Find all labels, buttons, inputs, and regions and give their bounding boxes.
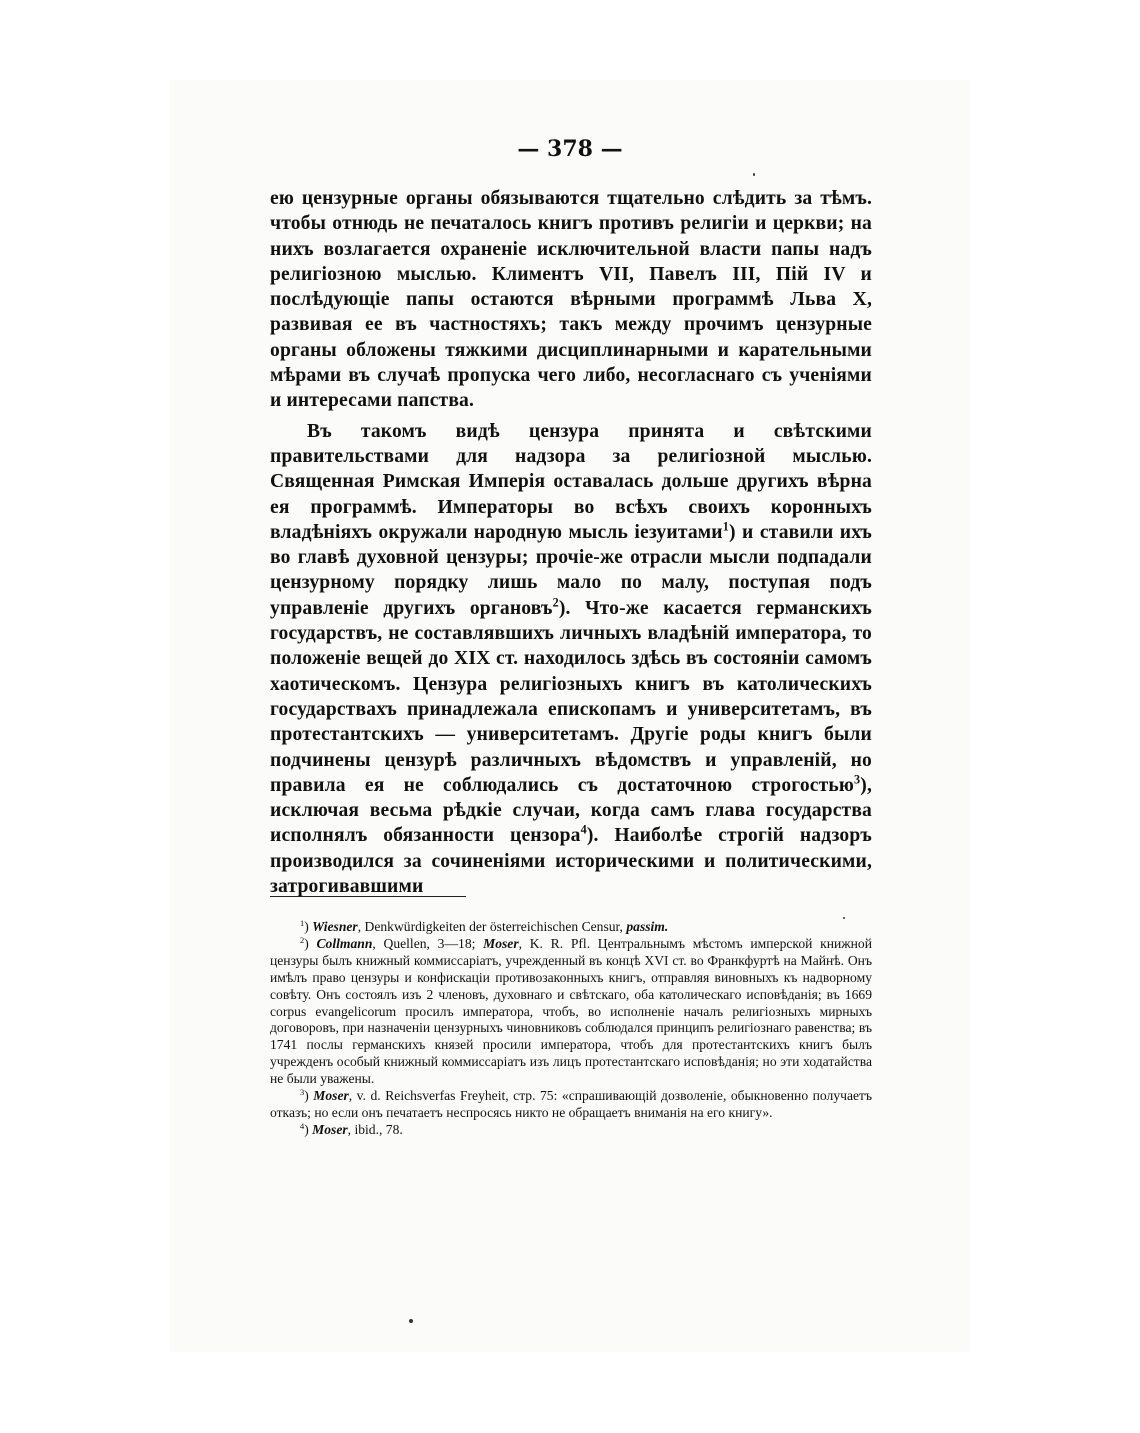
footnote-author-2: Moser [483,935,519,951]
print-speck [843,917,845,919]
paragraph-2 [270,419,872,900]
footnote-ref-1[interactable]: 1 [722,519,729,534]
footnote-marker: 3 [300,1087,305,1098]
footnote-author: Moser [312,1121,348,1137]
footnote-marker: 1 [300,917,305,928]
paragraph-2-part-3: ). Что-же касается германскихъ государствъ, не составлявшихъ личныхъ владѣній императора, то положеніе вещей до XIX ст. находилось здѣсь въ состояніи самомъ хаотическомъ. Цензура религіозныхъ книгъ въ католическихъ государствахъ принадлежала епископамъ и университетамъ, въ протестантскихъ — университетамъ. Другіе роды книгъ были подчинены цензурѣ различныхъ вѣдомствъ и управленій, но правила ея не соблюдались съ достаточною строгостью [270,597,872,796]
footnote-author: Collmann [316,935,373,951]
footnote-text-2: , K. R. Pfl. Центральнымъ мѣстомъ имперской книжной цензуры былъ книжный коммиссаріатъ, учрежденный въ концѣ XVI ст. во Франкфуртѣ на Майнѣ. Онъ имѣлъ право цензуры и конфискаціи противозаконныхъ книгъ, отправляя виновныхъ къ надворному совѣту. Онъ состоялъ изъ 2 членовъ, духовнаго и свѣтскаго, оба католическаго исповѣданія; въ 1669 corpus evangelicorum просилъ императора, чтобъ, во исполненіе началъ религіозныхъ мирныхъ договоровъ, при назначеніи цензурныхъ чиновниковъ соблюдался принципъ религіознаго равенства; въ 1741 послы германскихъ князей просили императора, чтобъ для протестантскихъ книгъ былъ учрежденъ особый книжный коммиссаріатъ изъ лицъ протестантскаго исповѣданія; но эти ходатайства не были уважены. [270,935,872,1087]
paragraph-1: ею цензурные органы обязываются тщательно слѣдить за тѣмъ. чтобы отнюдь не печаталось книгъ противъ религіи и церкви; на нихъ возлагается охраненіе исключительной власти папы надъ религіозною мыслью. Климентъ VII, Павелъ III, Пій IV и послѣдующіе папы остаются вѣрными программѣ Льва X, развивая ее въ частностяхъ; такъ между прочимъ цензурные органы обложены тяжкими дисциплинарными и карательными мѣрами въ случаѣ пропуска чего либо, несогласнаго съ ученіями и интересами папства. [270,188,872,412]
footnote-text: , Denkwürdigkeiten der österreichischen Censur, [357,919,627,934]
footnote-text: , v. d. Reichsverfas Freyheit, стр. 75: «спрашивающій дозволеніе, обыкновенно получаетъ отказъ; но если онъ печатаетъ неспросясь никто не обращаетъ вниманія на его книгу». [270,1088,872,1120]
footnote-text: , Quellen, 3—18; [372,935,484,951]
paragraph-2-part-4: ), исключая весьма рѣдкіе случаи, когда самъ глава государства исполнялъ обязанности цензора [270,774,872,847]
footnote-author: Wiesner [312,919,358,934]
footnote-3: $^3$) Moser, v. d. Reichsverfas Freyheit, стр. 75: «спрашивающій дозволеніе, обыкновенно получаетъ отказъ; но если онъ печатаетъ неспросясь никто не обращаетъ вниманія на его книгу». [270,1087,872,1120]
footnotes [270,919,872,1139]
paragraph-2-part-1: Въ такомъ видѣ цензура принята и свѣтскими правительствами для надзора за религіозной мыслью. Священная Римская Имперія оставалась дольше другихъ вѣрна ея программѣ. Императоры во всѣхъ своихъ коронныхъ владѣніяхъ окружали народную мысль іезуитами [270,420,872,543]
paragraph-2-part-2: ) и ставили ихъ во главѣ духовной цензуры; прочіе-же отрасли мысли подпадали цензурному порядку лишь мало по малу, поступая подъ управленіе другихъ органовъ [270,521,872,619]
footnote-ref-3[interactable]: 3 [854,772,861,787]
footnote-ref-4[interactable]: 4 [580,823,587,838]
footnote-marker: 4 [300,1120,305,1131]
print-speck [753,173,755,176]
page-number: — 378 — [517,136,623,162]
footnote-4: $^4$) Moser, ibid., 78. [300,1120,403,1137]
footnote-2: $^2$) Collmann, Quellen, 3—18; Moser, K. R. Pfl. Центральнымъ мѣстомъ имперской книжной цензуры былъ книжный коммиссаріатъ, учрежденный въ концѣ XVI ст. во Франкфуртѣ на Майнѣ. Онъ имѣлъ право цензуры и конфискаціи противозаконныхъ книгъ, отправляя виновныхъ къ надворному совѣту. Онъ состоялъ изъ 2 членовъ, духовнаго и свѣтскаго, оба католическаго исповѣданія; въ 1669 corpus evangelicorum просилъ императора, чтобъ, во исполненіе началъ религіозныхъ мирныхъ договоровъ, при назначеніи цензурныхъ чиновниковъ соблюдался принципъ религіознаго равенства; въ 1741 послы германскихъ князей просили императора, чтобъ для протестантскихъ книгъ былъ учрежденъ особый книжный коммиссаріатъ изъ лицъ протестантскаго исповѣданія; но эти ходатайства не были уважены. [270,934,872,1087]
footnote-text: , ibid., 78. [347,1121,403,1137]
footnote-1: $^1$) Wiesner, Denkwürdigkeiten der österreichischen Censur, passim. [300,917,669,934]
print-speck [409,1319,413,1323]
footnote-ref-2[interactable]: 2 [552,595,559,610]
footnote-marker: 2 [300,934,305,945]
main-text [270,186,872,899]
footnote-separator [270,896,466,897]
paragraph-2-part-5: ). Наиболѣе строгій надзоръ производился за сочиненіями историческими и политическими, затрогивавшими [270,825,872,898]
footnote-tail: passim. [626,919,669,934]
footnote-author: Moser [313,1088,349,1104]
